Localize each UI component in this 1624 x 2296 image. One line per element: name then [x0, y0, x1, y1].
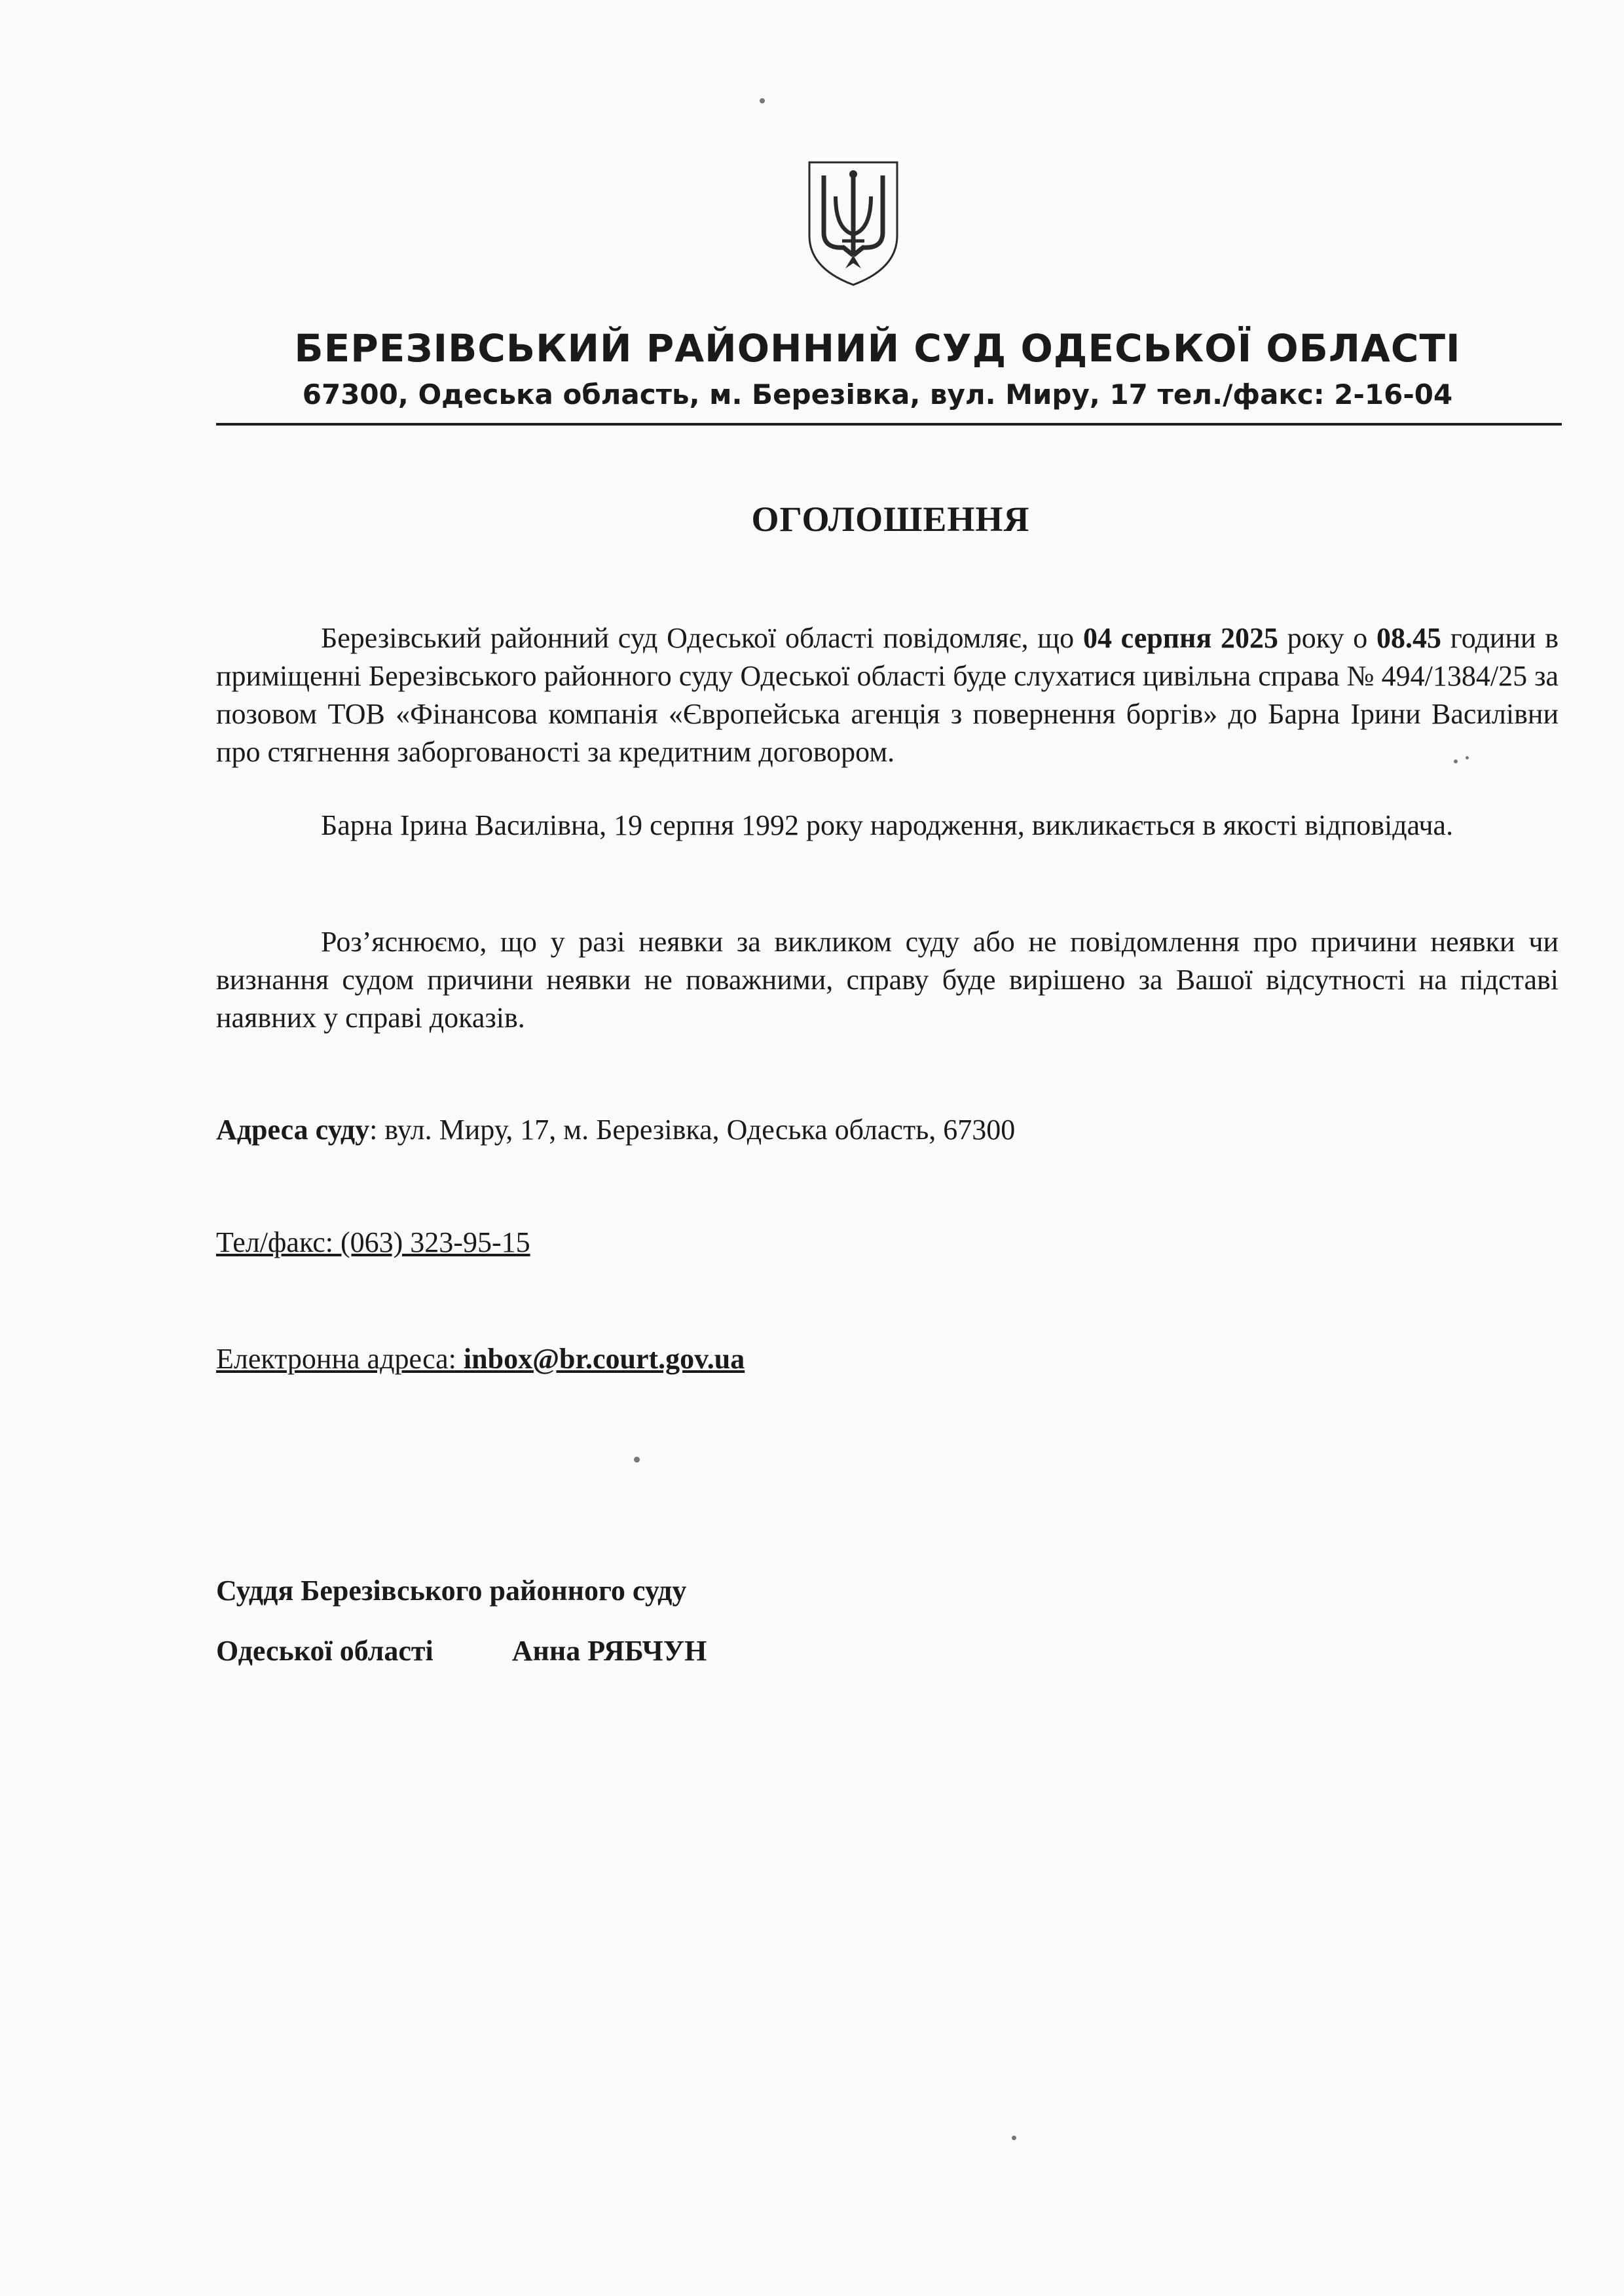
address-value: : вул. Миру, 17, м. Березівка, Одеська область, 67300 — [369, 1114, 1016, 1146]
case-description: справа № 494/1384/25 за позовом ТОВ «Фінансова компанія «Європейська агенція з повернення боргів» до Барна Ірини Василівни про стягнення заборгованості за кредитним договором. — [216, 660, 1559, 768]
notice-text: Березівський районний суд Одеської області повідомляє, що — [321, 622, 1083, 654]
court-name: БЕРЕЗІВСЬКИЙ РАЙОННИЙ СУД ОДЕСЬКОЇ ОБЛАСТІ — [294, 326, 1461, 371]
defendant-text: Барна Ірина Василівна, 19 серпня 1992 року народження, викликається в якості відповідача. — [321, 809, 1454, 841]
address-label: Адреса суду — [216, 1114, 370, 1146]
document-title: ОГОЛОШЕННЯ — [751, 500, 1030, 539]
notice-paragraph — [216, 619, 1559, 771]
judge-name: Анна РЯБЧУН — [511, 1635, 707, 1667]
scan-speck — [1454, 759, 1458, 763]
email-label: Електронна адреса: — [216, 1343, 464, 1375]
court-address: 67300, Одеська область, м. Березівка, вул. Миру, 17 тел./факс: 2-16-04 — [302, 378, 1453, 410]
judge-region: Одеської області — [216, 1635, 434, 1667]
defendant-paragraph — [216, 807, 1559, 845]
warning-text: Роз’яснюємо, що у разі неявки за викликом суду або не повідомлення про причини неявки чи визнання судом причини неявки не поважними, справу буде вирішено за Вашої відсутності на підставі наявних у справі доказів. — [216, 926, 1559, 1034]
scan-speck — [1012, 2136, 1016, 2140]
trident-icon — [804, 157, 902, 288]
judge-title: Суддя Березівського районного суду — [216, 1575, 687, 1607]
warning-paragraph — [216, 923, 1559, 1037]
header-divider — [216, 423, 1562, 426]
scan-speck — [1466, 756, 1469, 759]
notice-text: години в приміщенні Березівського районного суду Одеської області буде слухатися цивільна — [216, 622, 1559, 692]
phone-line: Тел/факс: (063) 323-95-15 — [216, 1226, 530, 1258]
email-link[interactable]: inbox@br.court.gov.ua — [463, 1343, 745, 1375]
notice-text: року о — [1278, 622, 1377, 654]
scan-speck — [634, 1457, 640, 1463]
email-line — [216, 1342, 745, 1376]
judge-title-line2 — [216, 1634, 707, 1667]
court-address-line — [216, 1113, 1015, 1146]
scan-speck — [760, 98, 765, 103]
hearing-date: 04 серпня 2025 — [1082, 622, 1279, 654]
hearing-time: 08.45 — [1376, 622, 1442, 654]
